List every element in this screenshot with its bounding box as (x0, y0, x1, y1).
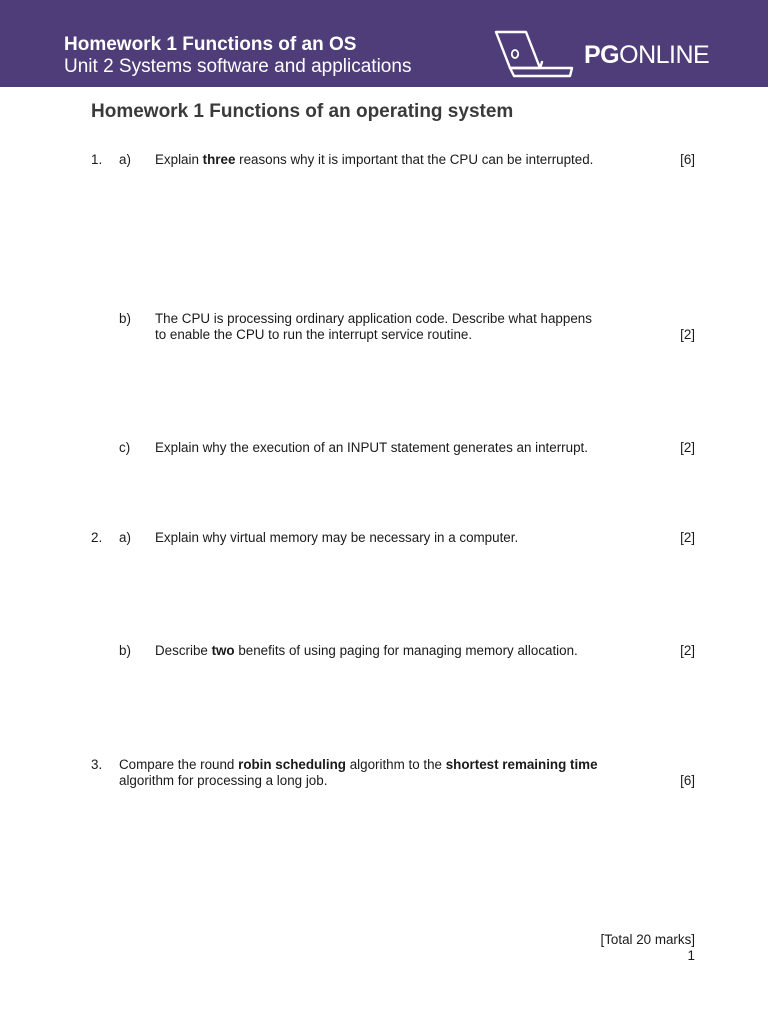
header-subtitle: Unit 2 Systems software and applications (64, 56, 412, 77)
question-2b-text-before: Describe (155, 643, 212, 658)
question-2b-text (155, 643, 578, 659)
document-title: Homework 1 Functions of an operating system (91, 101, 514, 122)
question-3-text-2: algorithm to the (345, 757, 446, 772)
question-1c-text: Explain why the execution of an INPUT statement generates an interrupt. (155, 440, 588, 455)
question-1a-text (155, 152, 593, 168)
question-3-bold-2: shortest remaining time (445, 757, 598, 772)
question-2b-bold: two (211, 643, 235, 658)
question-3-line-2: algorithm for processing a long job. (119, 773, 328, 788)
question-3-text-1: Compare the round (119, 757, 239, 772)
question-3-line-1 (119, 757, 598, 773)
question-2a-text: Explain why virtual memory may be necessary in a computer. (155, 530, 519, 545)
question-1a-bold: three (202, 152, 236, 167)
question-2-number: 2. (91, 530, 103, 545)
question-1b-marks: [2] (680, 327, 695, 342)
page-number: 1 (687, 948, 695, 963)
question-1b-line-2: to enable the CPU to run the interrupt service routine. (155, 327, 473, 342)
total-marks: [Total 20 marks] (600, 932, 695, 947)
question-2b-label: b) (119, 643, 131, 658)
question-1a-text-after: reasons why it is important that the CPU can be interrupted. (235, 152, 594, 167)
question-3-bold-1: robin scheduling (238, 757, 346, 772)
question-1a-label: a) (119, 152, 131, 167)
question-1c-marks: [2] (680, 440, 695, 455)
question-2b-marks: [2] (680, 643, 695, 658)
laptop-icon (490, 28, 578, 82)
logo-online: ONLINE (619, 41, 710, 69)
question-1a-marks: [6] (680, 152, 695, 167)
question-3-number: 3. (91, 757, 103, 772)
question-1b-line-1: The CPU is processing ordinary application code. Describe what happens (155, 311, 592, 326)
question-3-marks: [6] (680, 773, 695, 788)
header-title: Homework 1 Functions of an OS (64, 34, 357, 55)
question-1c-label: c) (119, 440, 131, 455)
question-2a-marks: [2] (680, 530, 695, 545)
question-1-number: 1. (91, 152, 103, 167)
pg-online-logo (490, 28, 710, 82)
logo-pg: PG (584, 41, 620, 69)
question-1a-text-before: Explain (155, 152, 203, 167)
question-2b-text-after: benefits of using paging for managing memory allocation. (234, 643, 578, 658)
page-header (0, 0, 768, 87)
logo-text (584, 41, 709, 70)
question-1b-label: b) (119, 311, 131, 326)
question-2a-label: a) (119, 530, 131, 545)
